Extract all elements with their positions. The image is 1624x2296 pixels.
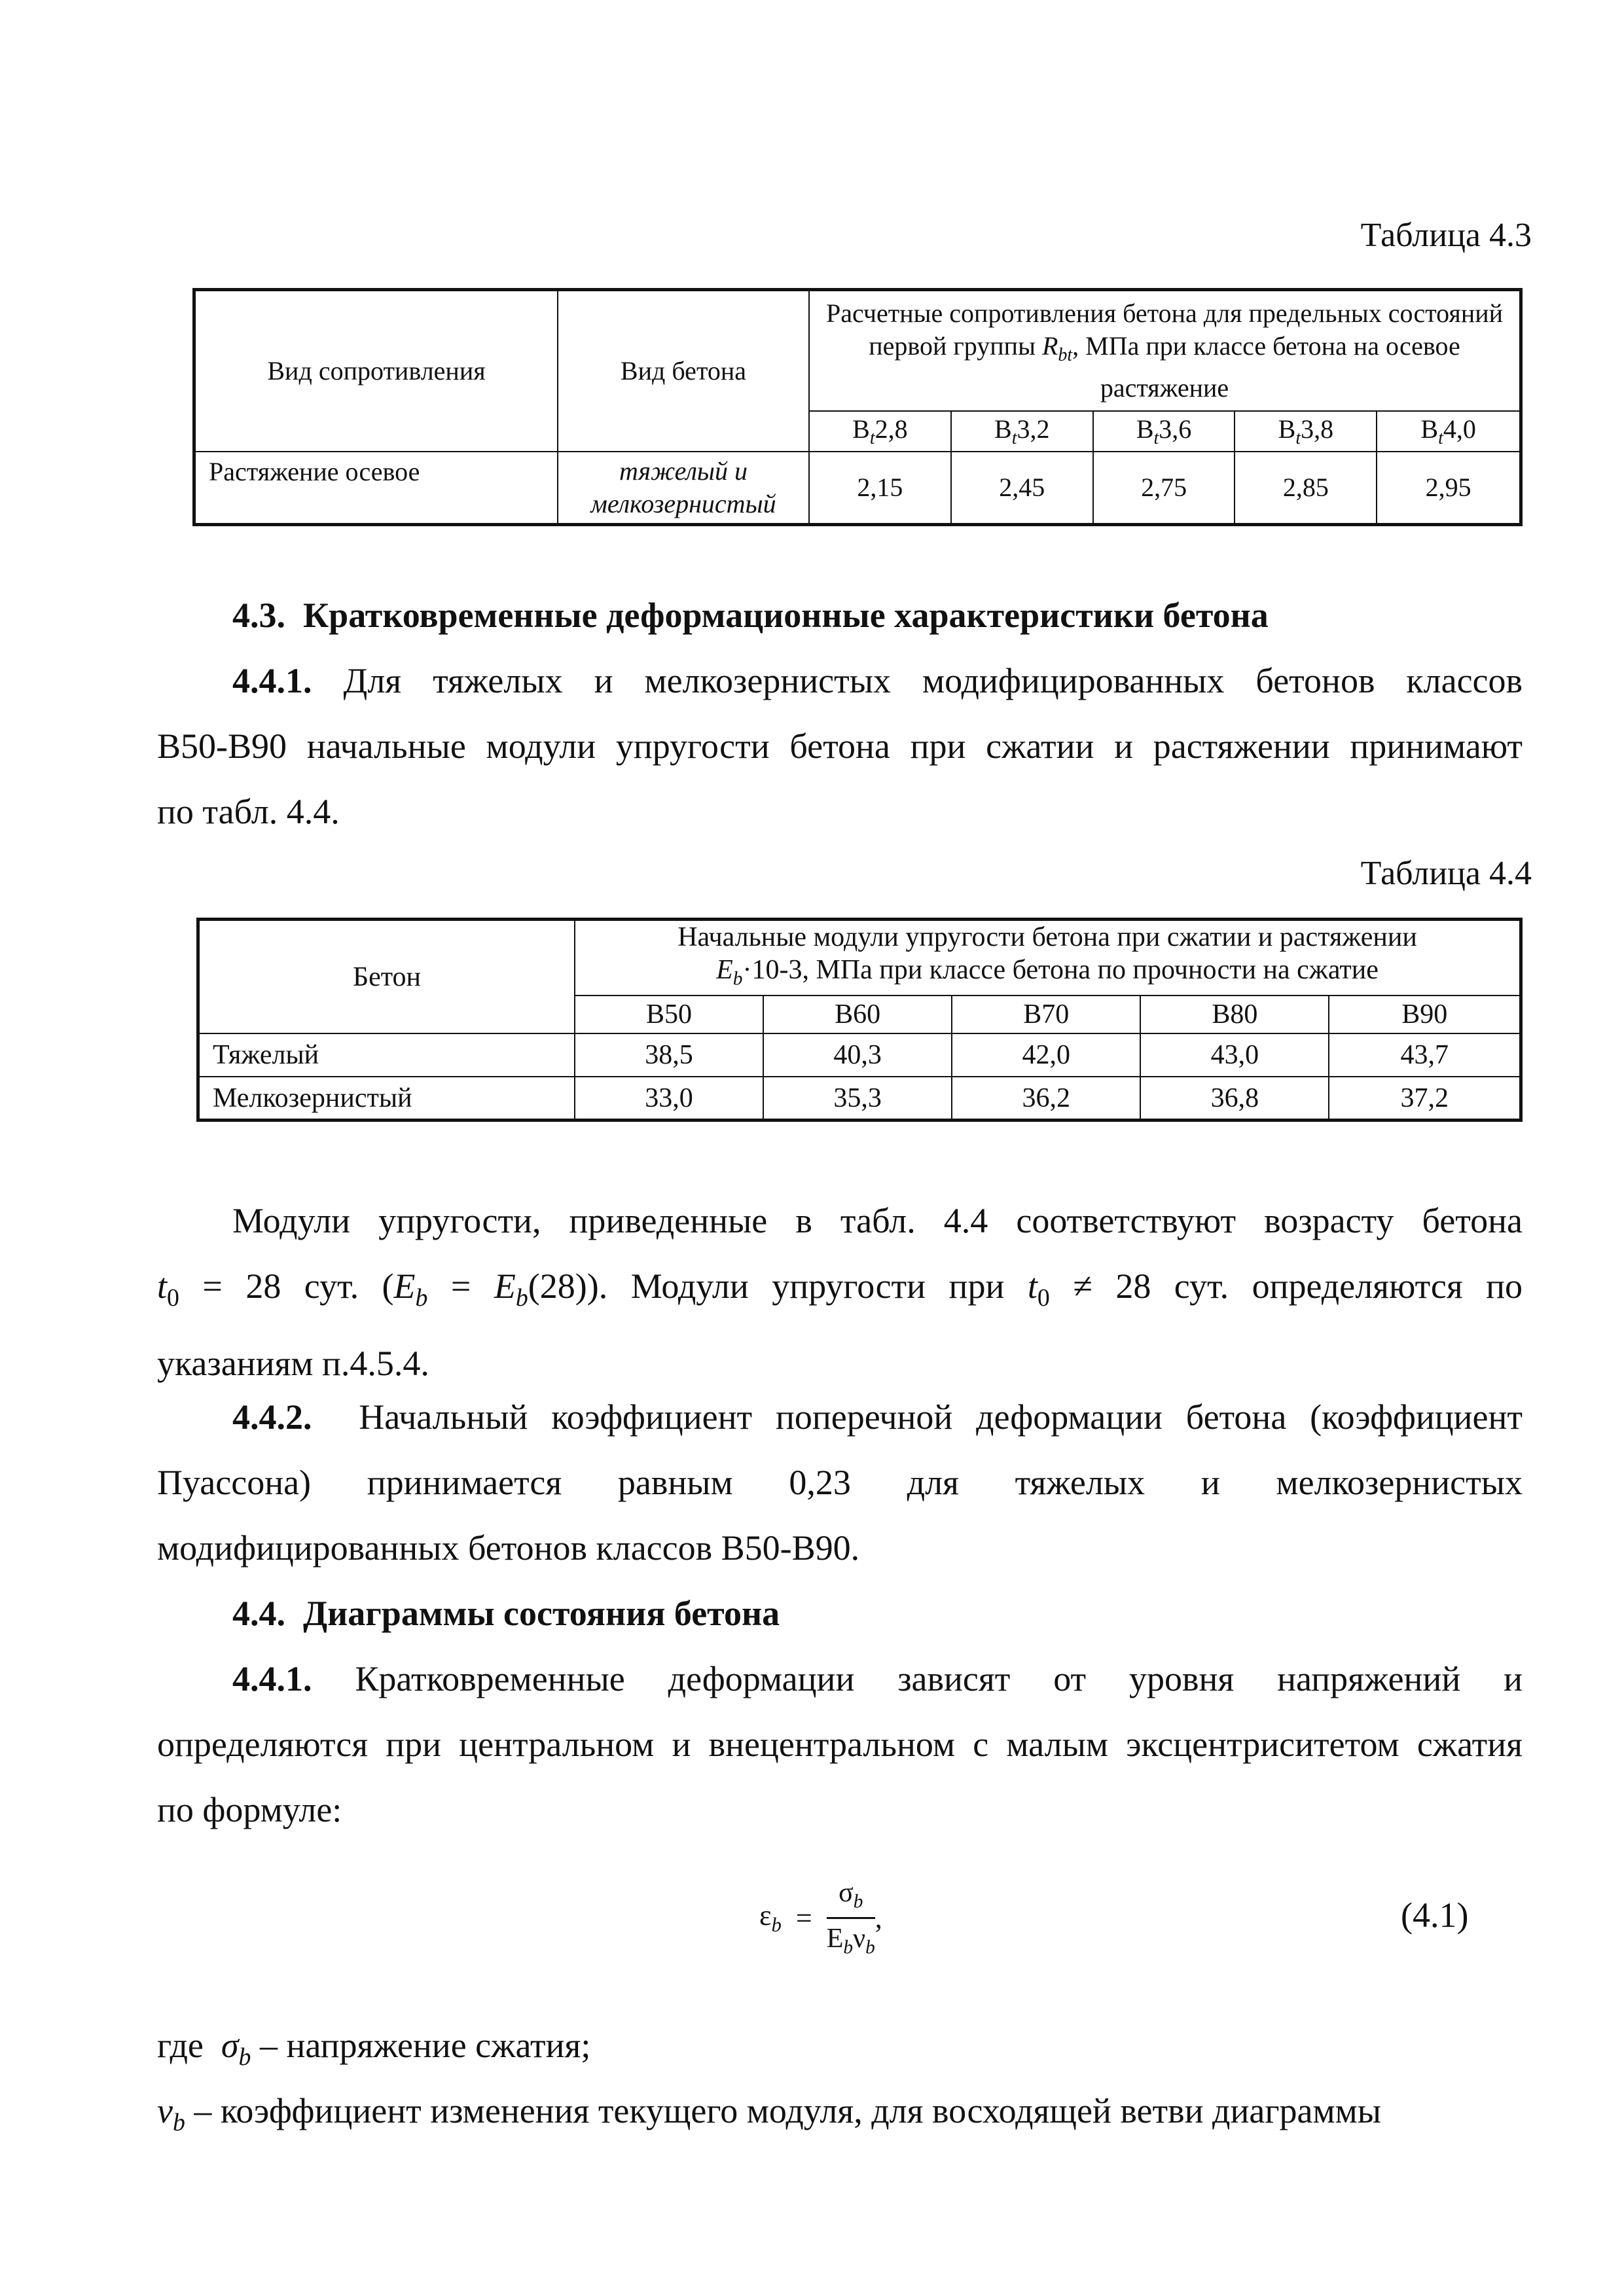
class-header: В60 <box>763 996 952 1033</box>
class-header: $B_t3,6$ <box>1093 411 1235 452</box>
header-resistance-type: Вид сопротивления <box>194 290 558 452</box>
cell-concrete-kind: тяжелый и мелкозернистый <box>558 452 809 525</box>
row-fine-grained: Мелкозернистый <box>198 1077 575 1120</box>
formula-fraction: $\frac{\sigma_b}{E_b\nu_b}$ <box>826 1878 875 1958</box>
table-cell: 2,95 <box>1377 452 1521 525</box>
paragraph-4-4-1: 4.4.1. Для тяжелых и мелкозернистых модифицированных бетонов классов В50-В90 начальные модули упругости бетона при сжатии и растяжении принимают по табл. 4.4. <box>157 661 1523 831</box>
table-4-3-caption: Таблица 4.3 <box>1360 217 1532 254</box>
where-sigma: где $\sigma_b$ – напряжение сжатия; <box>157 2026 591 2071</box>
class-header: $B_t2,8$ <box>809 411 951 452</box>
formula-equals: = <box>795 1901 812 1934</box>
table-cell: 36,2 <box>952 1077 1140 1120</box>
row-axial-tension: Растяжение осевое <box>194 452 558 525</box>
row-heavy: Тяжелый <box>198 1033 575 1077</box>
section-heading-4-4: 4.4. Диаграммы состояния бетона <box>232 1594 780 1633</box>
class-header: В50 <box>575 996 763 1033</box>
class-header: В90 <box>1329 996 1521 1033</box>
class-header: $B_t3,8$ <box>1235 411 1377 452</box>
table-cell: 43,0 <box>1140 1033 1329 1077</box>
section-heading-4-3: 4.3. Кратковременные деформационные характеристики бетона <box>232 596 1269 635</box>
table-cell: 36,8 <box>1140 1077 1329 1120</box>
table-cell: 35,3 <box>763 1077 952 1120</box>
table-cell: 42,0 <box>952 1033 1140 1077</box>
table-4-4 <box>196 918 1523 1122</box>
paragraph-moduli: Модули упругости, приведенные в табл. 4.4 соответствуют возрасту бетона $t_0 = 28$ сут. $(E_b = E_b(28))$. Модули упругости при $t_0 \ne 28$ сут. определяются по указаниям п.4.5.4. <box>157 1201 1523 1383</box>
header-design-resistance <box>809 290 1521 411</box>
class-header: $B_t3,2$ <box>951 411 1093 452</box>
table-cell: 2,75 <box>1093 452 1235 525</box>
table-cell: 43,7 <box>1329 1033 1521 1077</box>
table-cell: 33,0 <box>575 1077 763 1120</box>
table-cell: 2,15 <box>809 452 951 525</box>
table-cell: 37,2 <box>1329 1077 1521 1120</box>
formula-4-1 <box>759 1865 882 1970</box>
table-4-3 <box>192 288 1523 526</box>
table-cell: 2,45 <box>951 452 1093 525</box>
header-design-resistance-tail: , МПа при классе бетона на осевое растяжение <box>1072 331 1460 403</box>
table-4-4-caption: Таблица 4.4 <box>1360 855 1532 892</box>
class-header: $B_t4,0$ <box>1377 411 1521 452</box>
formula-comma: , <box>875 1901 882 1934</box>
paragraph-4-4-1-deformations: 4.4.1. Кратковременные деформации зависят от уровня напряжений и определяются при центральном и внецентральном с малым эксцентриситетом сжатия по формуле: <box>157 1659 1523 1829</box>
table-cell: 2,85 <box>1235 452 1377 525</box>
rbt-symbol: $R_{bt}$ <box>1041 331 1073 365</box>
paragraph-4-4-2: 4.4.2. Начальный коэффициент поперечной деформации бетона (коэффициент Пуассона) принимается равным 0,23 для тяжелых и мелкозернистых модифицированных бетонов классов В50-В90. <box>157 1397 1523 1568</box>
formula-number: (4.1) <box>1401 1895 1469 1935</box>
formula-lhs: $\varepsilon_b$ <box>759 1899 782 1936</box>
class-header: В80 <box>1140 996 1329 1033</box>
header-concrete-type: Вид бетона <box>558 290 809 452</box>
where-nu: $\nu_b$ – коэффициент изменения текущего модуля, для восходящей ветви диаграммы <box>157 2091 1382 2136</box>
header-design-resistance-text: Расчетные сопротивления бетона для предельных состояний первой группы <box>825 298 1504 361</box>
header-concrete: Бетон <box>198 920 575 1034</box>
class-header: В70 <box>952 996 1140 1033</box>
table-cell: 38,5 <box>575 1033 763 1077</box>
table-cell: 40,3 <box>763 1033 952 1077</box>
header-elastic-moduli: Начальные модули упругости бетона при сжатии и растяжении $E_b\cdot 10-3$, МПа при классе бетона по прочности на сжатие <box>575 920 1521 996</box>
